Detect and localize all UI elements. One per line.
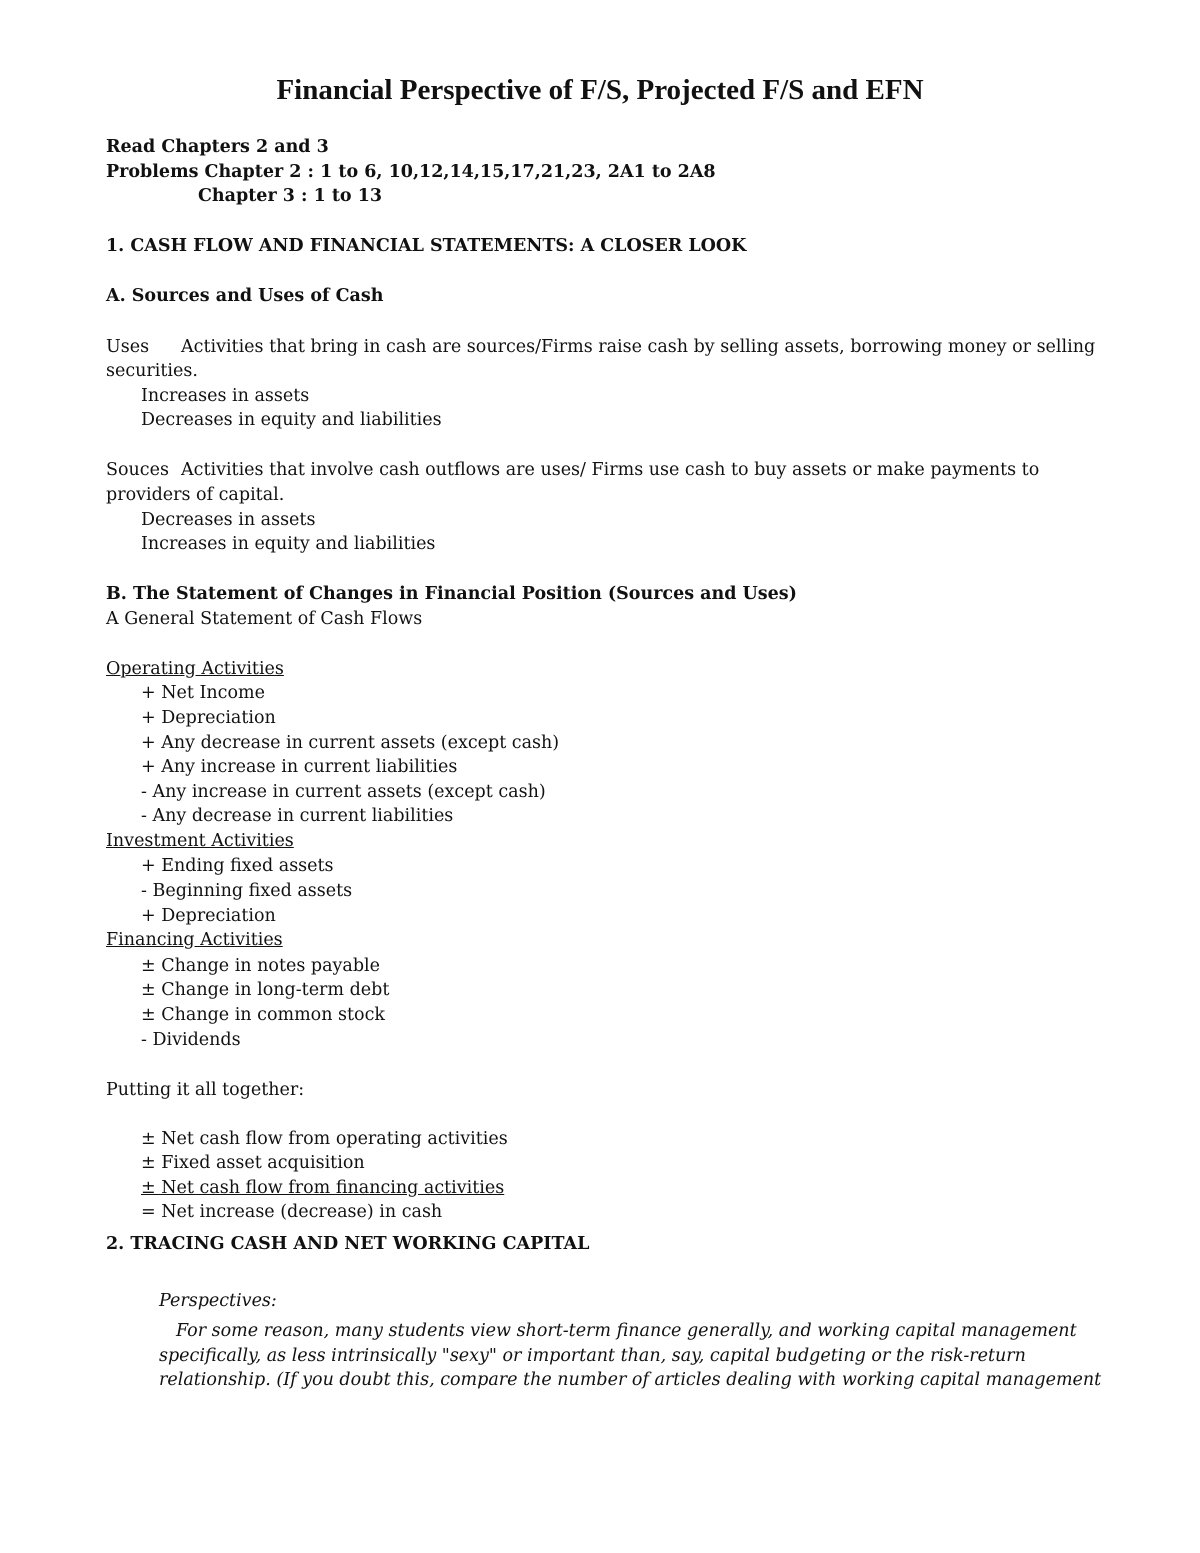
uses-definition [106, 335, 1095, 359]
problems-chapter-2: Problems Chapter 2 : 1 to 6, 10,12,14,15,17,21,23, 2A1 to 2A8 [106, 162, 716, 182]
subsection-b-subtitle: A General Statement of Cash Flows [106, 609, 423, 629]
operating-item: + Depreciation [141, 708, 276, 728]
read-chapters: Read Chapters 2 and 3 [106, 137, 329, 157]
operating-item: + Any increase in current liabilities [141, 757, 458, 777]
together-item: ± Net cash flow from financing activities [141, 1178, 505, 1198]
together-item-total: = Net increase (decrease) in cash [141, 1202, 443, 1222]
uses-text: Activities that bring in cash are sources/Firms raise cash by selling assets, borrowing money or selling [181, 337, 1096, 357]
sources-definition [106, 458, 1039, 482]
investment-item: - Beginning fixed assets [141, 881, 353, 901]
section1-heading: 1. CASH FLOW AND FINANCIAL STATEMENTS: A CLOSER LOOK [106, 236, 747, 256]
operating-item: - Any increase in current assets (except cash) [141, 782, 546, 802]
uses-term: Uses [106, 337, 150, 357]
subsection-a-heading: A. Sources and Uses of Cash [106, 286, 384, 306]
problems-chapter-3: Chapter 3 : 1 to 13 [198, 186, 383, 206]
perspectives-line: relationship. (If you doubt this, compare the number of articles dealing with working capital management [159, 1370, 1102, 1390]
financing-item: ± Change in long-term debt [141, 980, 390, 1000]
together-item: ± Fixed asset acquisition [141, 1153, 365, 1173]
together-heading: Putting it all together: [106, 1080, 305, 1100]
perspectives-line: specifically, as less intrinsically "sexy" or important than, say, capital budgeting or the risk-return [159, 1346, 1026, 1366]
uses-text-cont: securities. [106, 361, 198, 381]
operating-activities-heading: Operating Activities [106, 659, 284, 679]
uses-item: Decreases in equity and liabilities [141, 410, 442, 430]
together-item: ± Net cash flow from operating activities [141, 1129, 508, 1149]
uses-item: Increases in assets [141, 386, 310, 406]
section2-heading: 2. TRACING CASH AND NET WORKING CAPITAL [106, 1234, 590, 1254]
investment-activities-heading: Investment Activities [106, 831, 294, 851]
financing-item: ± Change in common stock [141, 1005, 385, 1025]
subsection-b-heading: B. The Statement of Changes in Financial Position (Sources and Uses) [106, 584, 797, 604]
financing-activities-heading: Financing Activities [106, 930, 283, 950]
operating-item: - Any decrease in current liabilities [141, 806, 454, 826]
perspectives-label: Perspectives: [159, 1291, 277, 1311]
document-title: Financial Perspective of F/S, Projected F/S and EFN [276, 74, 924, 106]
sources-text: Activities that involve cash outflows are uses/ Firms use cash to buy assets or make payments to [181, 460, 1040, 480]
sources-item: Decreases in assets [141, 510, 316, 530]
operating-item: + Any decrease in current assets (except cash) [141, 733, 560, 753]
perspectives-line: For some reason, many students view short-term finance generally, and working capital management [176, 1321, 1077, 1341]
sources-term: Souces [106, 460, 169, 480]
sources-item: Increases in equity and liabilities [141, 534, 436, 554]
operating-item: + Net Income [141, 683, 265, 703]
financing-item: ± Change in notes payable [141, 956, 380, 976]
sources-text-cont: providers of capital. [106, 485, 285, 505]
financing-item: - Dividends [141, 1030, 241, 1050]
investment-item: + Depreciation [141, 906, 276, 926]
investment-item: + Ending fixed assets [141, 856, 334, 876]
